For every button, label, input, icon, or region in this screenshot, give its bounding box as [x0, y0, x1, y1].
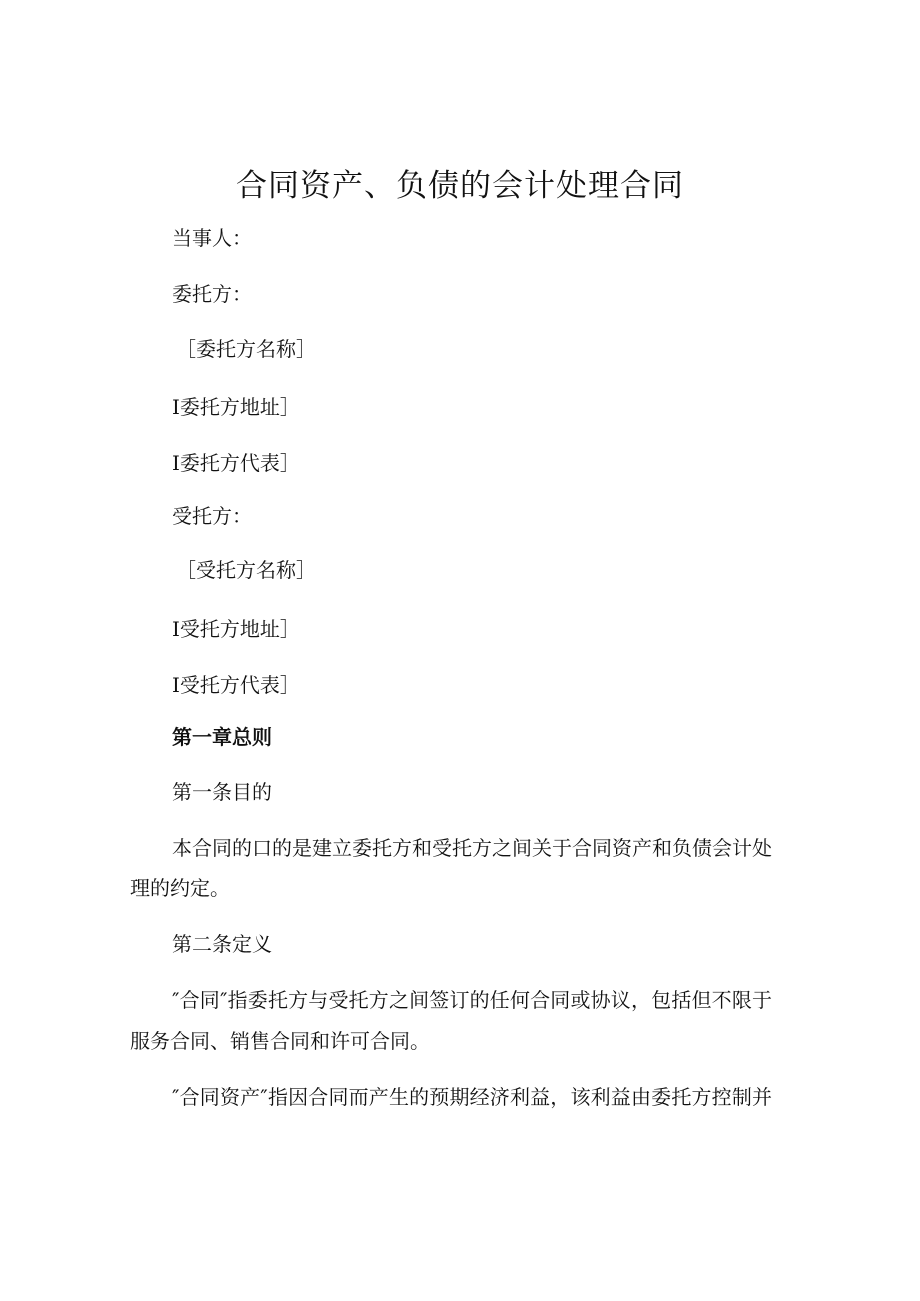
principal-name: ［委托方名称］ [176, 337, 316, 361]
agent-representative: Ⅰ受托方代表］ [172, 673, 300, 697]
article1-heading: 第一条目的 [172, 780, 272, 804]
principal-address: Ⅰ委托方地址］ [172, 395, 300, 419]
chapter-heading: 第一章总则 [172, 725, 272, 749]
principal-label: 委托方： [172, 282, 252, 306]
agent-name: ［受托方名称］ [176, 558, 316, 582]
definition-contract-line1: ″合同″指委托方与受托方之间签订的任何合同或协议，包括但不限于 [172, 988, 772, 1012]
article2-heading: 第二条定义 [172, 932, 272, 956]
parties-label: 当事人： [172, 226, 252, 250]
agent-label: 受托方： [172, 504, 252, 528]
definition-contract-asset-line1: ″合同资产″指因合同而产生的预期经济利益，该利益由委托方控制并 [172, 1085, 772, 1109]
agent-address: Ⅰ受托方地址］ [172, 617, 300, 641]
document-title: 合同资产、负债的会计处理合同 [236, 168, 684, 204]
article1-text-line2: 理的约定。 [130, 876, 230, 900]
article1-text-line1: 本合同的口的是建立委托方和受托方之间关于合同资产和负债会计处 [172, 836, 772, 860]
principal-representative: Ⅰ委托方代表］ [172, 451, 300, 475]
definition-contract-line2: 服务合同、销售合同和许可合同。 [130, 1029, 430, 1053]
